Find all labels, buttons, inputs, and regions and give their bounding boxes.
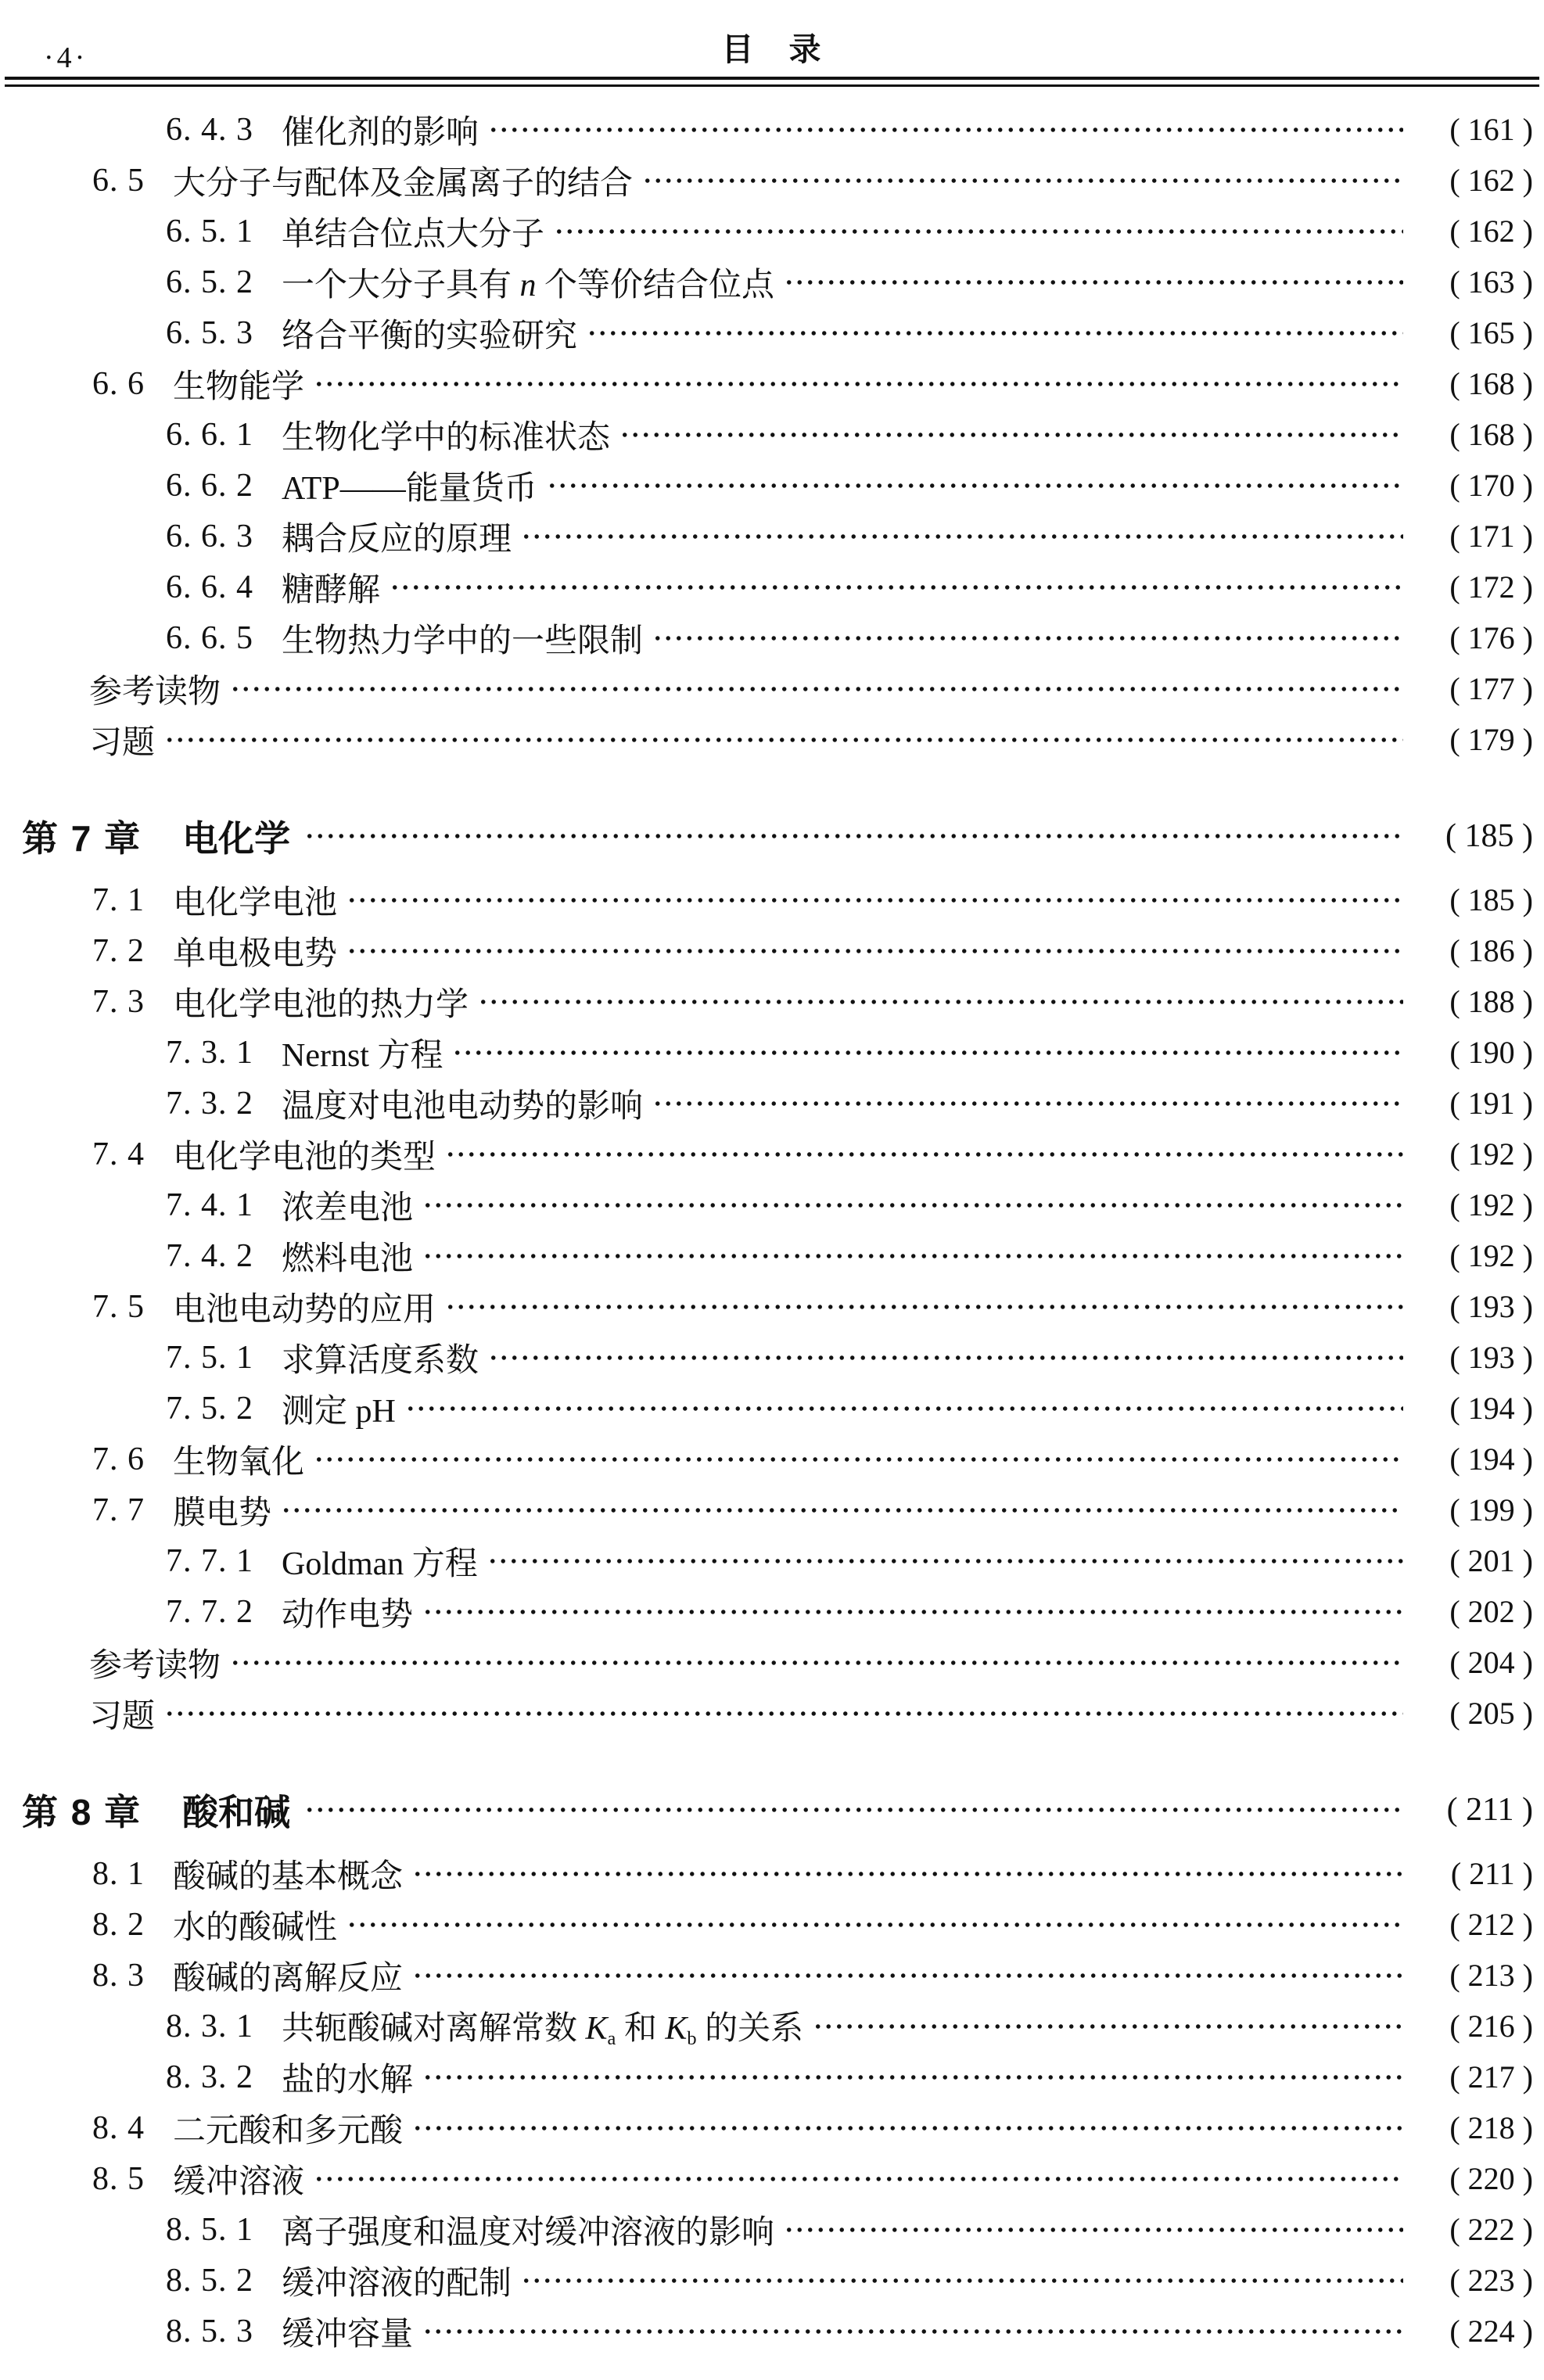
toc-entry-row — [0, 663, 1533, 714]
title-segment: 习题 — [89, 1698, 156, 1735]
entry-number: 8. 3. 1 — [166, 2008, 253, 2044]
entry-title — [89, 1639, 221, 1686]
entry-page-number: ( 188 ) — [1449, 984, 1533, 1019]
entry-page-number: ( 224 ) — [1449, 2314, 1533, 2349]
title-segment: 电池电动势的应用 — [173, 1291, 436, 1328]
dot-leader — [163, 723, 1403, 756]
entry-title — [282, 259, 774, 306]
toc-chapter-row — [0, 807, 1533, 865]
entry-page-number: ( 191 ) — [1449, 1086, 1533, 1121]
title-segment: 离子强度和温度对缓冲溶液的影响 — [282, 2214, 775, 2251]
entry-number: 8. 4 — [92, 2109, 145, 2146]
toc-entry-row — [0, 257, 1533, 307]
entry-title — [89, 1690, 155, 1737]
entry-number: 8. 5. 1 — [166, 2211, 253, 2248]
title-segment: Nernst 方程 — [282, 1037, 443, 1074]
entry-number: 8. 5 — [92, 2160, 145, 2197]
title-segment: 参考读物 — [89, 673, 221, 710]
entry-number: 7. 7. 1 — [166, 1542, 253, 1579]
entry-title — [282, 1588, 413, 1635]
entry-title — [173, 928, 337, 975]
entry-title — [89, 666, 221, 713]
title-segment: 生物化学中的标准状态 — [282, 419, 611, 456]
toc-entry-row — [0, 1637, 1533, 1688]
dot-leader — [651, 622, 1403, 655]
dot-leader — [486, 1545, 1403, 1578]
toc-entry-row — [0, 1027, 1533, 1078]
entry-title — [282, 1080, 643, 1127]
dot-leader — [618, 418, 1403, 451]
entry-title — [282, 208, 544, 255]
entry-number: 7. 7 — [92, 1492, 145, 1528]
entry-title — [282, 615, 643, 662]
entry-number: 7. 6 — [92, 1441, 145, 1477]
dot-leader — [345, 935, 1403, 967]
title-segment: 单电极电势 — [173, 935, 338, 972]
title-segment: 求算活度系数 — [282, 1342, 479, 1379]
entry-page-number: ( 162 ) — [1449, 163, 1533, 198]
entry-title — [282, 1233, 413, 1280]
dot-leader — [811, 2010, 1403, 2043]
entry-title — [173, 1952, 403, 1999]
entry-number: 8. 5. 3 — [166, 2313, 253, 2349]
entry-title — [282, 411, 610, 458]
entry-number: 7. 3. 2 — [166, 1085, 253, 1122]
title-segment: n — [519, 267, 537, 303]
entry-page-number: ( 162 ) — [1449, 214, 1533, 249]
toc-entry-row — [0, 1078, 1533, 1129]
title-segment: 生物氧化 — [173, 1444, 305, 1481]
entry-title — [173, 1131, 436, 1178]
toc-entry-row — [0, 1688, 1533, 1739]
title-segment: 动作电势 — [282, 1596, 414, 1633]
toc-entry-row — [0, 511, 1533, 562]
dot-leader — [163, 1697, 1403, 1730]
title-segment: 的关系 — [696, 2011, 804, 2048]
entry-page-number: ( 168 ) — [1449, 366, 1533, 401]
folio-page-number: ·4· — [44, 41, 88, 74]
dot-leader — [345, 1908, 1403, 1941]
title-segment: 电化学电池的热力学 — [173, 986, 469, 1023]
dot-leader — [421, 1240, 1403, 1273]
dot-leader — [303, 1792, 1403, 1828]
entry-number: 第 8 章 — [22, 1792, 142, 1833]
toc-entry-row — [0, 2153, 1533, 2204]
entry-page-number: ( 212 ) — [1449, 1907, 1533, 1942]
entry-title — [173, 2156, 304, 2202]
toc-entry-row — [0, 1332, 1533, 1383]
title-segment: ATP——能量货币 — [282, 470, 537, 507]
entry-title — [282, 564, 380, 611]
toc-entry-row — [0, 976, 1533, 1027]
entry-page-number: ( 177 ) — [1449, 671, 1533, 706]
entry-page-number: ( 205 ) — [1449, 1696, 1533, 1731]
entry-number: 7. 2 — [92, 932, 145, 969]
entry-page-number: ( 220 ) — [1449, 2161, 1533, 2196]
entry-page-number: ( 194 ) — [1449, 1391, 1533, 1426]
entry-number: 8. 5. 2 — [166, 2262, 253, 2299]
entry-page-number: ( 161 ) — [1449, 112, 1533, 147]
entry-number: 7. 4. 1 — [166, 1186, 253, 1223]
entry-number: 7. 1 — [92, 881, 145, 918]
title-segment: 和 — [616, 2011, 666, 2048]
toc-entry-row — [0, 1434, 1533, 1484]
toc-entry-row — [0, 1535, 1533, 1586]
toc-entry-row — [0, 1950, 1533, 2001]
toc-entry-row — [0, 155, 1533, 206]
title-segment: 温度对电池电动势的影响 — [282, 1088, 644, 1125]
entry-page-number: ( 211 ) — [1450, 1856, 1533, 1891]
toc-entry-row — [0, 2255, 1533, 2306]
dot-leader — [552, 215, 1403, 248]
entry-number: 7. 3 — [92, 983, 145, 1020]
entry-title — [282, 462, 537, 509]
entry-page-number: ( 179 ) — [1449, 722, 1533, 757]
entry-page-number: ( 202 ) — [1449, 1594, 1533, 1629]
dot-leader — [228, 673, 1403, 705]
toc-entry-row — [0, 1230, 1533, 1281]
entry-title — [282, 1334, 479, 1381]
entry-page-number: ( 218 ) — [1449, 2110, 1533, 2145]
toc-entry-row — [0, 1848, 1533, 1899]
entry-number: 7. 4. 2 — [166, 1237, 253, 1274]
dot-leader — [585, 317, 1403, 350]
entry-page-number: ( 185 ) — [1445, 818, 1533, 854]
entry-number: 6. 6 — [92, 365, 145, 402]
dot-leader — [782, 266, 1403, 299]
toc-entry-row — [0, 1129, 1533, 1179]
dot-leader — [421, 2061, 1403, 2094]
entry-number: 8. 3. 2 — [166, 2059, 253, 2095]
toc-entry-row — [0, 1281, 1533, 1332]
title-segment: 缓冲溶液的配制 — [282, 2265, 512, 2302]
title-segment: 单结合位点大分子 — [282, 216, 545, 253]
entry-title — [182, 810, 290, 862]
entry-title — [173, 1487, 271, 1534]
dot-leader — [487, 113, 1403, 146]
title-segment: 电化学 — [182, 818, 291, 859]
entry-number: 6. 5 — [92, 162, 145, 199]
title-segment: b — [687, 2027, 697, 2049]
dot-leader — [421, 1189, 1403, 1222]
toc-entry-row — [0, 612, 1533, 663]
entry-page-number: ( 192 ) — [1449, 1187, 1533, 1222]
title-segment: K — [585, 2011, 608, 2048]
toc-entry-row — [0, 1179, 1533, 1230]
entry-page-number: ( 192 ) — [1449, 1136, 1533, 1172]
entry-page-number: ( 204 ) — [1449, 1645, 1533, 1680]
entry-page-number: ( 213 ) — [1449, 1958, 1533, 1993]
entry-number: 7. 5 — [92, 1288, 145, 1325]
entry-title — [282, 2002, 803, 2050]
title-segment: 燃料电池 — [282, 1240, 414, 1277]
title-segment: 膜电势 — [173, 1495, 272, 1531]
entry-title — [173, 1851, 403, 1897]
title-segment: 电化学电池的类型 — [173, 1139, 436, 1176]
title-segment: 测定 pH — [282, 1393, 396, 1430]
entry-page-number: ( 193 ) — [1449, 1289, 1533, 1324]
dot-leader — [312, 2163, 1403, 2195]
dot-leader — [411, 1858, 1403, 1890]
entry-number: 7. 4 — [92, 1136, 145, 1172]
entry-title — [282, 1538, 478, 1585]
entry-number: 6. 4. 3 — [166, 111, 253, 148]
entry-title — [173, 1283, 436, 1330]
entry-title — [282, 310, 577, 357]
dot-leader — [411, 2112, 1403, 2145]
entry-number: 7. 7. 2 — [166, 1593, 253, 1630]
page-header — [0, 0, 1544, 87]
entry-title — [182, 1784, 290, 1836]
entry-page-number: ( 172 ) — [1449, 569, 1533, 605]
dot-leader — [421, 1596, 1403, 1628]
title-segment: 络合平衡的实验研究 — [282, 318, 578, 354]
entry-title — [173, 978, 469, 1025]
entry-number: 第 7 章 — [22, 818, 142, 859]
title-segment: K — [665, 2011, 688, 2048]
title-segment: 个等价结合位点 — [536, 267, 775, 303]
entry-title — [282, 513, 512, 560]
title-segment: 缓冲容量 — [282, 2316, 414, 2353]
toc-entry-row — [0, 307, 1533, 358]
entry-number: 6. 6. 3 — [166, 518, 253, 555]
title-segment: 浓差电池 — [282, 1190, 414, 1226]
entry-number: 8. 3 — [92, 1957, 145, 1994]
toc-entry-row — [0, 1899, 1533, 1950]
entry-page-number: ( 223 ) — [1449, 2263, 1533, 2298]
dot-leader — [476, 985, 1403, 1018]
toc-entry-row — [0, 2306, 1533, 2357]
entry-page-number: ( 185 ) — [1449, 882, 1533, 917]
entry-title — [282, 1182, 413, 1229]
title-segment: 酸碱的离解反应 — [173, 1960, 404, 1997]
entry-page-number: ( 176 ) — [1449, 620, 1533, 655]
entry-title — [282, 2054, 413, 2101]
title-segment: Goldman 方程 — [282, 1545, 478, 1582]
entry-title — [282, 2257, 512, 2304]
entry-title — [282, 1029, 443, 1076]
toc-entry-row — [0, 1586, 1533, 1637]
page-title: 目 录 — [721, 31, 823, 67]
title-segment: a — [607, 2027, 616, 2049]
dot-leader — [421, 2315, 1403, 2348]
dot-leader — [345, 884, 1403, 917]
entry-page-number: ( 190 ) — [1449, 1035, 1533, 1070]
toc-entry-row — [0, 874, 1533, 925]
dot-leader — [519, 2264, 1403, 2297]
entry-title — [173, 1901, 337, 1948]
entry-number: 8. 1 — [92, 1855, 145, 1892]
entry-page-number: ( 217 ) — [1449, 2059, 1533, 2095]
title-segment: 酸碱的基本概念 — [173, 1858, 404, 1895]
dot-leader — [451, 1036, 1403, 1069]
toc-entry-row — [0, 2001, 1533, 2052]
title-segment: 生物能学 — [173, 368, 305, 405]
entry-title — [282, 1385, 396, 1432]
entry-number: 6. 5. 3 — [166, 314, 253, 351]
dot-leader — [312, 1443, 1403, 1476]
entry-number: 6. 6. 1 — [166, 416, 253, 453]
dot-leader — [641, 164, 1403, 197]
title-segment: 盐的水解 — [282, 2062, 414, 2098]
entry-page-number: ( 192 ) — [1449, 1238, 1533, 1273]
title-segment: 电化学电池 — [173, 885, 338, 921]
toc-entry-row — [0, 925, 1533, 976]
dot-leader — [312, 368, 1403, 400]
toc-entry-row — [0, 104, 1533, 155]
title-segment: 糖酵解 — [282, 572, 381, 608]
title-segment: 水的酸碱性 — [173, 1909, 338, 1946]
entry-number: 6. 6. 5 — [166, 619, 253, 656]
entry-page-number: ( 168 ) — [1449, 417, 1533, 452]
title-segment: 缓冲溶液 — [173, 2163, 305, 2200]
entry-title — [173, 1436, 304, 1483]
title-segment: 一个大分子具有 — [282, 267, 520, 303]
entry-number: 6. 6. 2 — [166, 467, 253, 504]
toc-entry-row — [0, 562, 1533, 612]
entry-page-number: ( 201 ) — [1449, 1543, 1533, 1578]
toc-entry-row — [0, 1484, 1533, 1535]
title-segment: 酸和碱 — [182, 1792, 291, 1833]
dot-leader — [228, 1646, 1403, 1679]
title-segment: 催化剂的影响 — [282, 114, 479, 151]
title-segment: 二元酸和多元酸 — [173, 2113, 404, 2149]
entry-number: 6. 6. 4 — [166, 569, 253, 605]
entry-page-number: ( 216 ) — [1449, 2008, 1533, 2044]
title-segment: 习题 — [89, 724, 156, 761]
entry-page-number: ( 171 ) — [1449, 519, 1533, 554]
toc-entry-row — [0, 206, 1533, 257]
entry-title — [282, 2206, 774, 2253]
dot-leader — [782, 2213, 1403, 2246]
entry-title — [282, 106, 479, 153]
header-double-rule — [5, 77, 1539, 87]
title-segment: 生物热力学中的一些限制 — [282, 623, 644, 659]
toc-list — [0, 87, 1544, 2357]
entry-page-number: ( 193 ) — [1449, 1340, 1533, 1375]
dot-leader — [279, 1494, 1403, 1527]
dot-leader — [487, 1341, 1403, 1374]
entry-number: 7. 5. 1 — [166, 1339, 253, 1376]
toc-chapter-row — [0, 1781, 1533, 1839]
entry-page-number: ( 163 ) — [1449, 264, 1533, 300]
dot-leader — [443, 1291, 1403, 1323]
toc-entry-row — [0, 714, 1533, 765]
toc-entry-row — [0, 2102, 1533, 2153]
toc-entry-row — [0, 1383, 1533, 1434]
entry-number: 7. 3. 1 — [166, 1034, 253, 1071]
entry-title — [89, 716, 155, 763]
entry-page-number: ( 222 ) — [1449, 2212, 1533, 2247]
toc-entry-row — [0, 460, 1533, 511]
entry-page-number: ( 194 ) — [1449, 1441, 1533, 1477]
toc-entry-row — [0, 358, 1533, 409]
toc-entry-row — [0, 409, 1533, 460]
toc-entry-row — [0, 2204, 1533, 2255]
title-segment: 大分子与配体及金属离子的结合 — [173, 165, 634, 202]
dot-leader — [388, 571, 1403, 604]
dot-leader — [519, 520, 1403, 553]
entry-page-number: ( 165 ) — [1449, 315, 1533, 350]
dot-leader — [411, 1959, 1403, 1992]
entry-number: 7. 5. 2 — [166, 1390, 253, 1427]
toc-entry-row — [0, 2052, 1533, 2102]
dot-leader — [545, 469, 1403, 502]
entry-title — [173, 157, 633, 204]
entry-number: 6. 5. 2 — [166, 264, 253, 300]
entry-number: 6. 5. 1 — [166, 213, 253, 249]
entry-title — [173, 877, 337, 924]
title-segment: 耦合反应的原理 — [282, 521, 512, 558]
entry-title — [282, 2308, 413, 2355]
dot-leader — [651, 1087, 1403, 1120]
entry-page-number: ( 170 ) — [1449, 468, 1533, 503]
entry-page-number: ( 199 ) — [1449, 1492, 1533, 1527]
title-segment: 共轭酸碱对离解常数 — [282, 2011, 586, 2048]
dot-leader — [443, 1138, 1403, 1171]
title-segment: 参考读物 — [89, 1647, 221, 1684]
entry-title — [173, 2105, 403, 2152]
dot-leader — [303, 818, 1403, 854]
dot-leader — [404, 1392, 1403, 1425]
entry-number: 8. 2 — [92, 1906, 145, 1943]
entry-page-number: ( 211 ) — [1446, 1792, 1533, 1828]
entry-title — [173, 361, 304, 407]
entry-page-number: ( 186 ) — [1449, 933, 1533, 968]
